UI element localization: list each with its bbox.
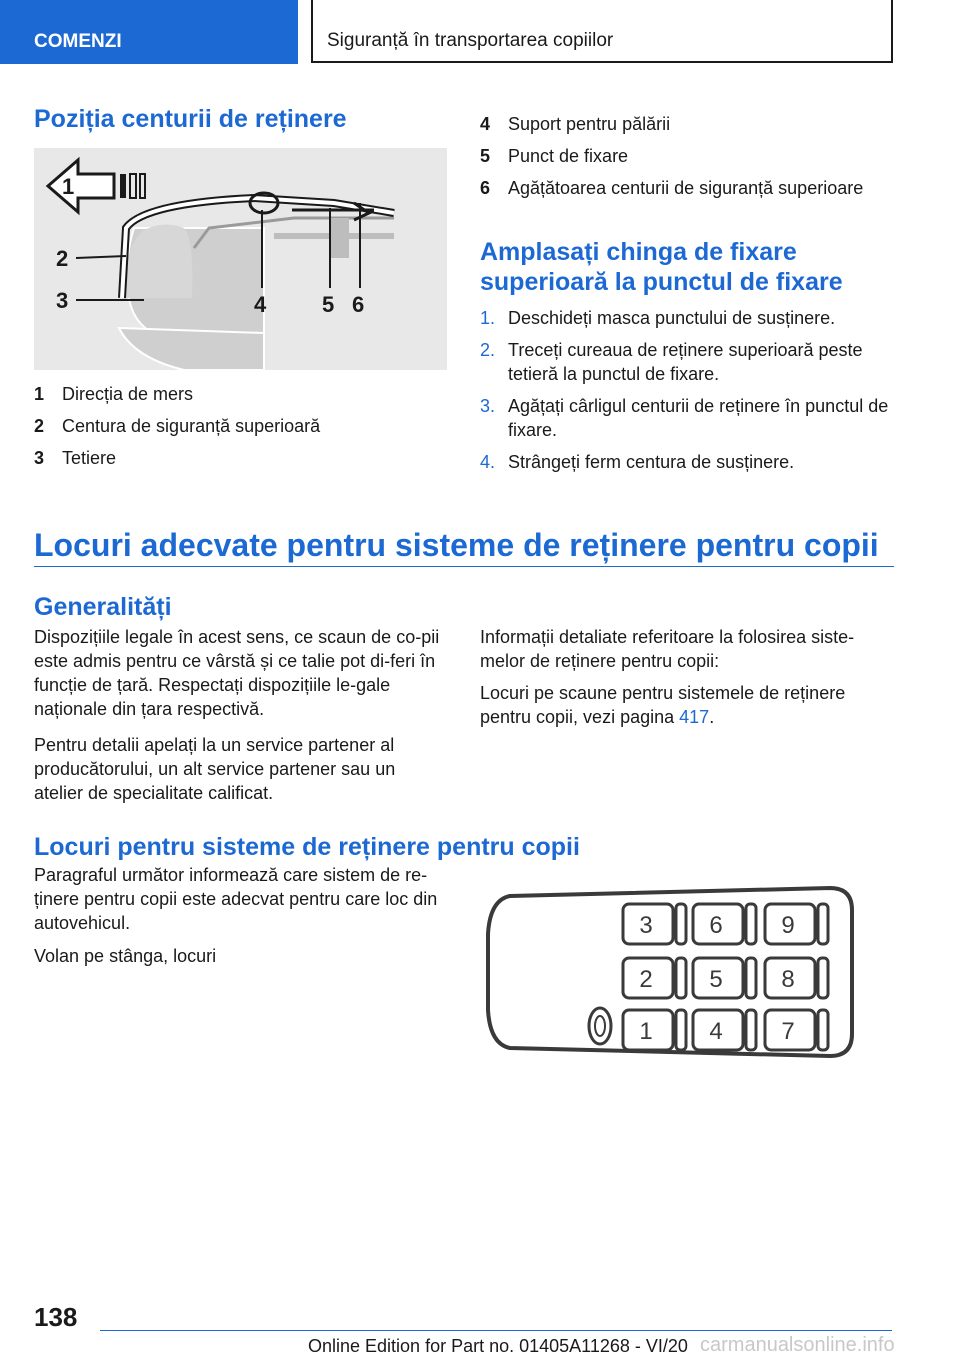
seats-paragraph-2: Volan pe stânga, locuri bbox=[34, 946, 217, 966]
seat-layout-figure bbox=[480, 884, 860, 1060]
seats-reference-paragraph: Locuri pe scaune pentru sistemele de reținere pentru copii, vezi pagina 417. bbox=[480, 683, 846, 727]
figure-label-2: 2 bbox=[56, 246, 69, 271]
seats-heading: Locuri pentru sisteme de reținere pentru copii bbox=[34, 833, 580, 861]
figure-label-6: 6 bbox=[352, 292, 365, 317]
attach-strap-heading-line2: superioară la punctul de fixare bbox=[480, 268, 843, 296]
seat-number: 4 bbox=[709, 1018, 723, 1045]
watermark: carmanualsonline.info bbox=[700, 1334, 895, 1356]
belt-position-heading: Poziția centurii de reținere bbox=[34, 105, 347, 133]
suitable-seats-heading: Locuri adecvate pentru sisteme de reținere pentru copii bbox=[34, 527, 879, 563]
general-paragraph-1: Dispozițiile legale în acest sens, ce scaun de co-pii este admis pentru ce vârstă și ce talie pot di-feri în funcție de țară. Respectați dispozițiile le-gale naționale din țara respectivă. bbox=[34, 627, 440, 719]
seat-number: 5 bbox=[709, 966, 723, 993]
belt-position-figure bbox=[34, 148, 447, 370]
general-paragraph-2: Pentru detalii apelați la un service partener al producătorului, un alt service partener sau un atelier de specialitate calificat. bbox=[34, 735, 396, 803]
seat-number: 8 bbox=[781, 966, 795, 993]
seats-paragraph-1: Paragraful următor informează care sistem de re-ținere pentru copii este adecvat pentru care loc din autovehicul. bbox=[34, 865, 438, 933]
section-header bbox=[311, 0, 893, 63]
info-paragraph: Informații detaliate referitoare la folosirea siste-melor de reținere pentru copii: bbox=[480, 627, 855, 671]
page-number: 138 bbox=[34, 1302, 78, 1332]
page-link[interactable]: 417 bbox=[679, 707, 710, 727]
figure-label-5: 5 bbox=[322, 292, 335, 317]
seat-number: 3 bbox=[639, 912, 653, 939]
seat-number: 2 bbox=[639, 966, 653, 993]
figure-label-4: 4 bbox=[254, 292, 267, 317]
seat-number: 7 bbox=[781, 1018, 795, 1045]
chapter-label: COMENZI bbox=[34, 31, 122, 52]
edition-text: Online Edition for Part no. 01405A11268 - VI/20 bbox=[308, 1336, 688, 1356]
general-heading: Generalități bbox=[34, 593, 172, 621]
seat-number: 9 bbox=[781, 912, 795, 939]
chapter-tab bbox=[0, 0, 298, 64]
figure-label-1: 1 bbox=[62, 174, 75, 199]
heading-rule bbox=[34, 566, 894, 567]
seat-number: 6 bbox=[709, 912, 723, 939]
figure-label-3: 3 bbox=[56, 288, 69, 313]
section-title: Siguranță în transportarea copiilor bbox=[327, 30, 614, 51]
attach-strap-heading-line1: Amplasați chinga de fixare bbox=[480, 238, 797, 266]
seat-number: 1 bbox=[639, 1018, 653, 1045]
footer-rule bbox=[100, 1330, 892, 1331]
